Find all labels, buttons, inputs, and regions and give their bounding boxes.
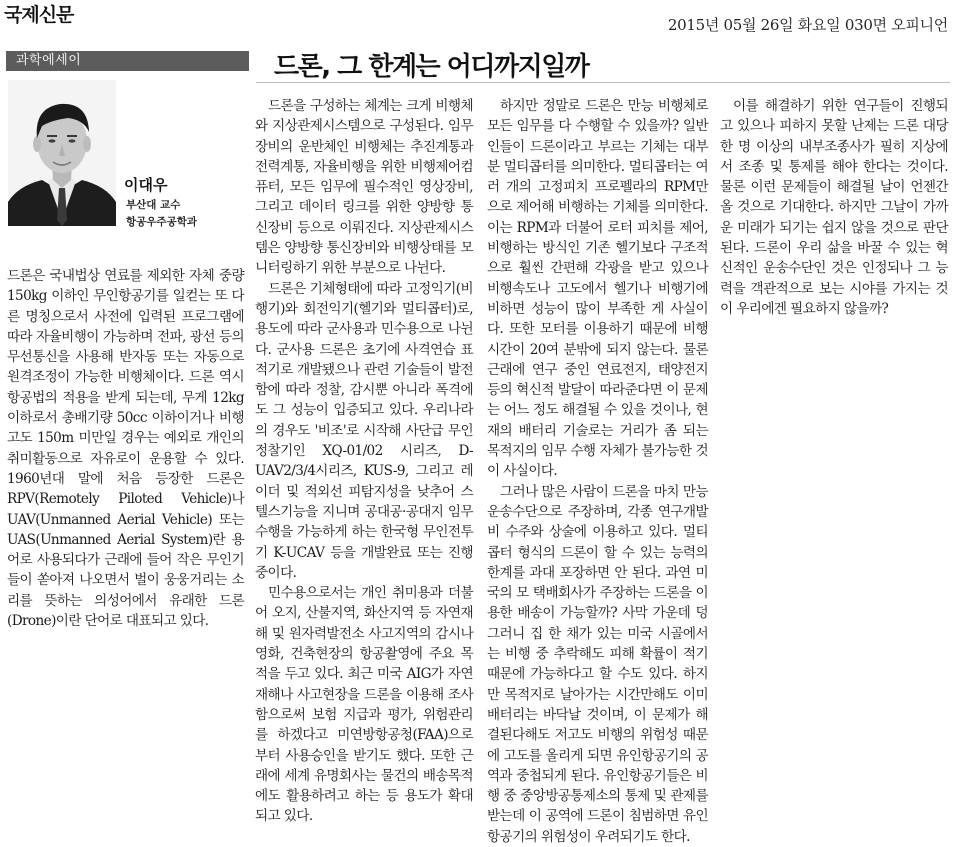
- article-paragraph: 이를 해결하기 위한 연구들이 진행되고 있으나 피하지 못할 난제는 드론 대당 한 명 이상의 내부조종사가 필히 지상에서 조종 및 통제를 해야 한다는 것이다. 물론 이런 문제들이 해결될 날이 언젠간 올 것으로 기대한다. 하지만 그날이 가까운 미래가 되기는 쉽지 않을 것으로 판단된다. 드론이 우리 삶을 바꿀 수 있는 혁신적인 운송수단인 것은 인정되나 그 능력을 객관적으로 보는 시야를 가지는 것이 우리에겐 필요하지 않을까?: [720, 98, 948, 317]
- article-column-2: [255, 96, 473, 827]
- article-column-4: [720, 96, 948, 319]
- publication-dateline: 2015년 05월 26일 화요일 030면 오피니언: [667, 16, 948, 34]
- newspaper-name: 국제신문: [4, 4, 74, 26]
- article-column-3: [487, 96, 708, 847]
- article-paragraph: 드론을 구성하는 체계는 크게 비행체와 지상관제시스템으로 구성된다. 임무장비의 운반체인 비행체는 추진계통과 전력계통, 자율비행을 위한 비행제어컴퓨터, 모든 임무에 필수적인 영상장비, 그리고 데이터 링크를 위한 양방향 통신장비 등으로 이뤄진다. 지상관제시스템은 양방향 통신장비와 비행상태를 모니터링하기 위한 부분으로 나뉜다.: [255, 98, 473, 277]
- author-affiliation-title: 부산대 교수: [126, 199, 181, 211]
- article-paragraph: 드론은 기체형태에 따라 고정익기(비행기)와 회전익기(헬기와 멀티콥터)로, 용도에 따라 군사용과 민수용으로 나뉜다. 군사용 드론은 초기에 사격연습 표적기로 개발됐으나 관련 기술들이 발전함에 따라 정찰, 감시뿐 아니라 폭격에도 그 성능이 입증되고 있다. 우리나라의 경우도 '비조'로 시작해 사단급 무인정찰기인 XQ-01/02 시리즈, D-UAV2/3/4시리즈, KUS-9, 그리고 레이더 및 적외선 피탐지성을 낮추어 스텔스기능을 지니며 공대공·공대지 임무수행을 가능하게 하는 한국형 무인전투기 K-UCAV 등을 개발완료 또는 진행 중이다.: [255, 280, 473, 581]
- author-name: 이대우: [124, 176, 168, 194]
- article-paragraph: 그러나 많은 사람이 드론을 마치 만능 운송수단으로 주장하며, 각종 연구개발비 수주와 상술에 이용하고 있다. 멀티콥터 형식의 드론이 할 수 있는 능력의 한계를 과대 포장하면 안 된다. 과연 미국의 모 택배회사가 주장하는 드론을 이용한 배송이 가능할까? 사막 가운데 덩그러니 집 한 채가 있는 미국 시골에서는 비행 중 추락해도 피해 확률이 적기 때문에 가능하다고 할 수도 있다. 하지만 목적지로 날아가는 시간만해도 이미 배터리는 바닥날 것이며, 이 문제가 해결된다해도 저고도 비행의 위험성 때문에 고도를 올리게 되면 유인항공기의 공역과 중첩되게 된다. 유인항공기들은 비행 중 중앙방공통제소의 통제 및 관제를 받는데 이 공역에 드론이 침범하면 유인항공기의 위험성이 우려되기도 한다.: [487, 483, 708, 845]
- author-portrait: [8, 80, 116, 226]
- article-paragraph: 민수용으로서는 개인 취미용과 더불어 오지, 산불지역, 화산지역 등 자연재해 및 원자력발전소 사고지역의 감시나 영화, 건축현장의 항공촬영에 주요 목적을 두고 있다. 최근 미국 AIG가 자연재해나 사고현장을 드론을 이용해 조사함으로써 보험 지급과 평가, 위험관리를 하겠다고 미연방항공청(FAA)으로부터 사용승인을 받기도 했다. 또한 근래에 세계 유명회사는 물건의 배송목적에도 활용하려고 하는 등 용도가 확대되고 있다.: [255, 585, 473, 825]
- headline-rule: [256, 82, 950, 83]
- section-tag: 과학에세이: [6, 51, 249, 71]
- article-paragraph: 드론은 국내법상 연료를 제외한 자체 중량 150kg 이하인 무인항공기를 일컫는 또 다른 명칭으로서 사전에 입력된 프로그램에 따라 자율비행이 가능하며 전파, 광선 등의 무선통신을 사용해 반자동 또는 자동으로 원격조정이 가능한 비행체이다. 드론 역시 항공법의 적용을 받게 되는데, 무게 12kg 이하로서 총배기량 50cc 이하이거나 비행고도 150m 미만일 경우는 예외로 개인의 취미활동으로 자유로이 운용할 수 있다. 1960년대 말에 처음 등장한 드론은 RPV(Remotely Piloted Vehicle)나 UAV(Unmanned Aerial Vehicle) 또는 UAS(Unmanned Aerial System)란 용어로 사용되다가 근래에 들어 작은 무인기들이 쏟아져 나오면서 벌이 웅웅거리는 소리를 뜻하는 의성어에서 유래한 드론(Drone)이란 단어로 대표되고 있다.: [7, 268, 244, 630]
- author-byline: [126, 174, 197, 229]
- author-affiliation-dept: 항공우주공학과: [126, 216, 198, 228]
- article-column-1: [7, 266, 244, 631]
- article-headline: 드론, 그 한계는 어디까지일까: [274, 52, 589, 82]
- article-paragraph: 하지만 정말로 드론은 만능 비행체로 모든 임무를 다 수행할 수 있을까? 일반인들이 드론이라고 부르는 기체는 대부분 멀티콥터를 의미한다. 멀티콥터는 여러 개의 고정피치 프로펠라의 RPM만으로 제어해 비행하는 기체를 의미한다. 이는 RPM과 더불어 로터 피치를 제어, 비행하는 방식인 기존 헬기보다 구조적으로 훨씬 간편해 각광을 받고 있으나 비행속도나 고도에서 헬기나 비행기에 비하면 성능이 많이 부족한 게 사실이다. 또한 모터를 이용하기 때문에 비행시간이 20여 분밖에 되지 않는다. 물론 근래에 연구 중인 연료전지, 태양전지 등의 혁신적 발달이 따라준다면 이 문제는 어느 정도 해결될 수 있을 것이나, 현재의 배터리 기술로는 거리가 좀 되는 목적지의 임무 수행 자체가 불가능한 것이 사실이다.: [487, 98, 708, 480]
